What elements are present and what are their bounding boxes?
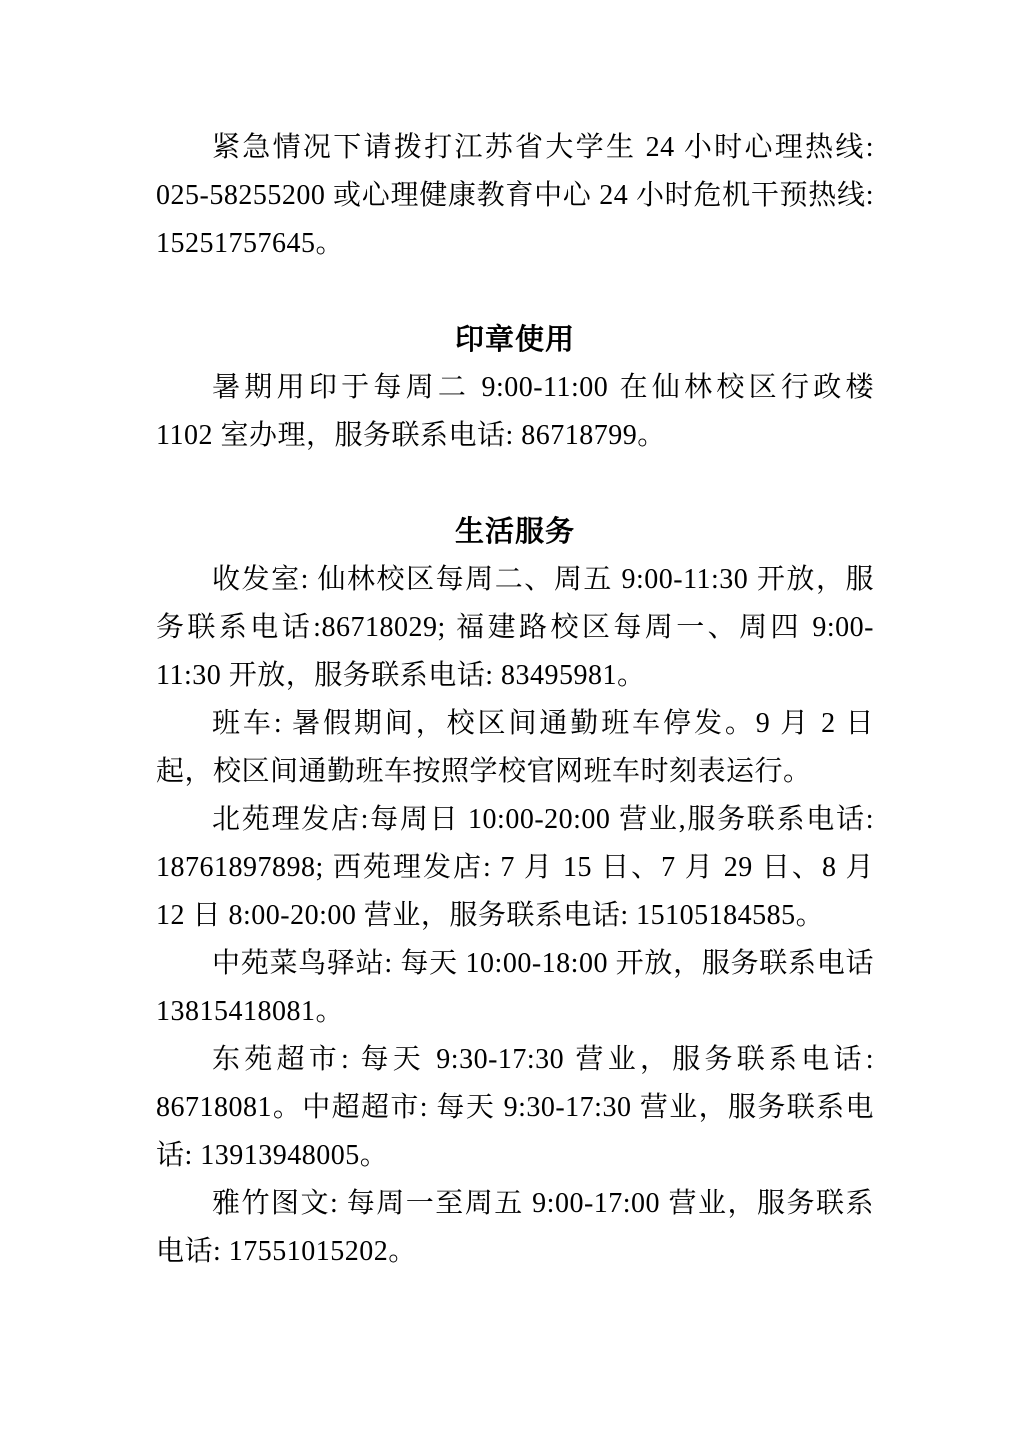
section-heading-life-services: 生活服务 <box>454 516 575 548</box>
cainiao-station-paragraph: 中苑菜鸟驿站: 每天 10:00-18:00 开放，服务联系电话 13815418081。 <box>156 948 874 1027</box>
seal-usage-paragraph: 暑期用印于每周二 9:00-11:00 在仙林校区行政楼 1102 室办理，服务联系电话: 86718799。 <box>156 372 874 451</box>
emergency-hotline-paragraph: 紧急情况下请拨打江苏省大学生 24 小时心理热线: 025-58255200 或心理健康教育中心 24 小时危机干预热线: 15251757645。 <box>156 132 874 259</box>
shuttle-bus-paragraph: 班车: 暑假期间，校区间通勤班车停发。9 月 2 日起，校区间通勤班车按照学校官网班车时刻表运行。 <box>156 708 874 787</box>
print-shop-paragraph: 雅竹图文: 每周一至周五 9:00-17:00 营业，服务联系电话: 17551015202。 <box>156 1188 874 1267</box>
barbershop-paragraph: 北苑理发店:每周日 10:00-20:00 营业,服务联系电话: 18761897898; 西苑理发店: 7 月 15 日、7 月 29 日、8 月 12 日 8:00-20:00 营业，服务联系电话: 15105184585。 <box>156 804 874 931</box>
section-heading-seal-usage: 印章使用 <box>454 324 575 356</box>
mailroom-paragraph: 收发室: 仙林校区每周二、周五 9:00-11:30 开放，服务联系电话:86718029; 福建路校区每周一、周四 9:00-11:30 开放，服务联系电话: 83495981。 <box>156 564 874 691</box>
supermarket-paragraph: 东苑超市: 每天 9:30-17:30 营业，服务联系电话: 86718081。中超超市: 每天 9:30-17:30 营业，服务联系电话: 13913948005。 <box>156 1044 874 1171</box>
